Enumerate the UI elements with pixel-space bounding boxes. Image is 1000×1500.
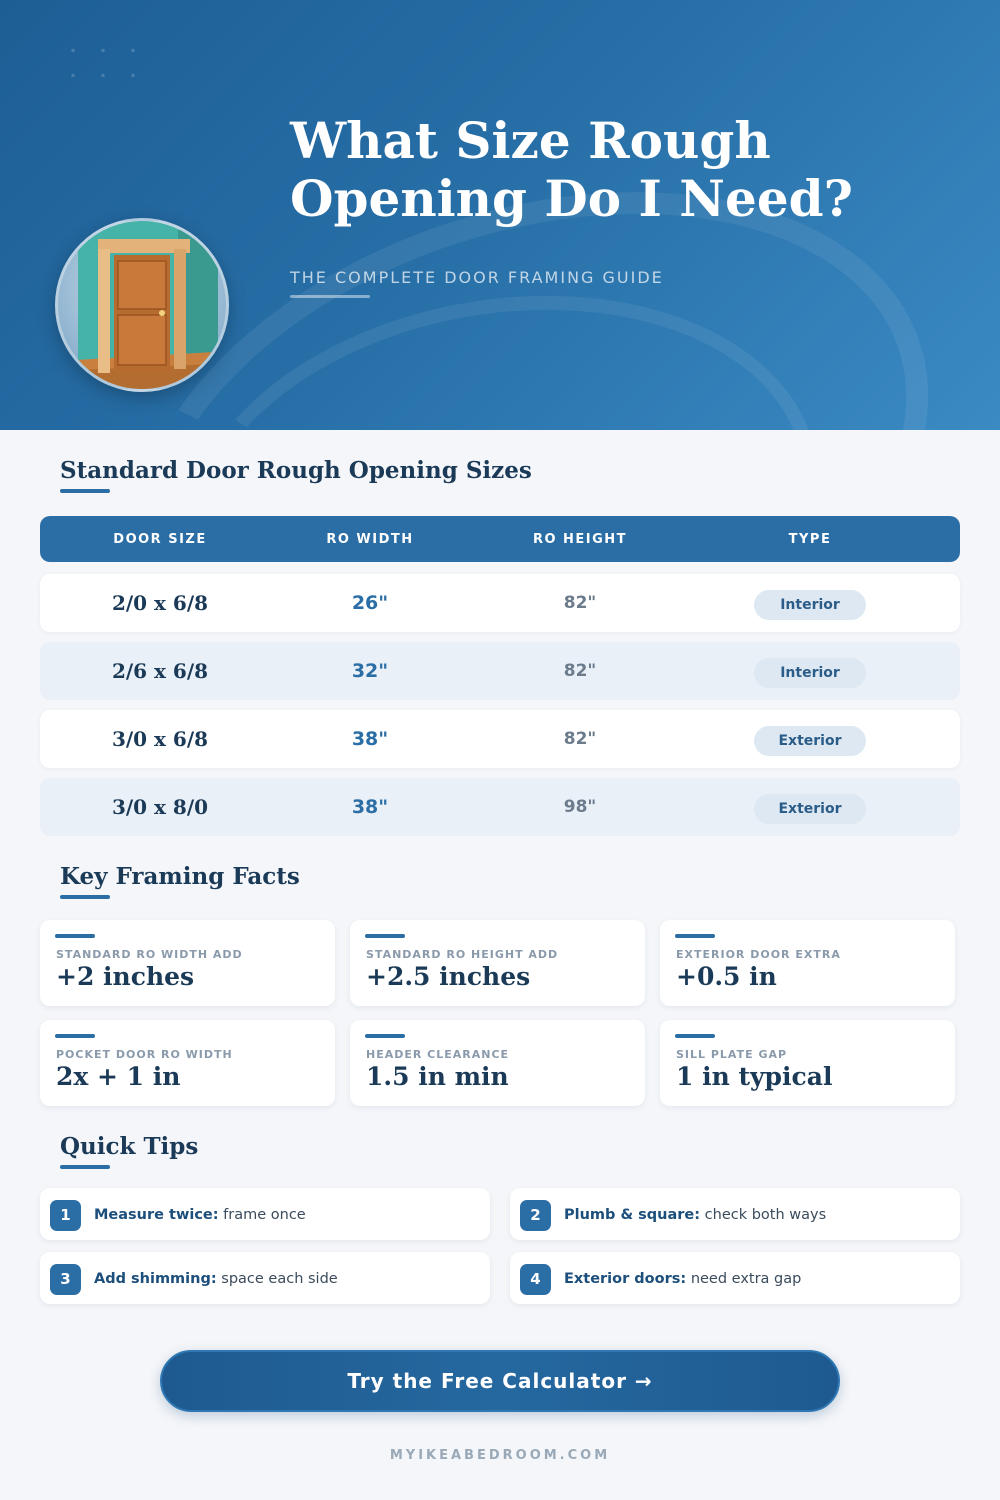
type-badge: Interior — [754, 658, 866, 688]
table-row — [40, 778, 960, 836]
subtitle-underline — [290, 295, 370, 298]
fact-label: EXTERIOR DOOR EXTRA — [676, 948, 841, 961]
tip-item — [510, 1188, 960, 1240]
tip-number-badge: 4 — [520, 1264, 551, 1295]
column-header-type: TYPE — [788, 532, 832, 547]
fact-label: POCKET DOOR RO WIDTH — [56, 1048, 233, 1061]
tip-number-badge: 3 — [50, 1264, 81, 1295]
tips-section-title: Quick Tips — [60, 1133, 199, 1160]
tip-item — [40, 1252, 490, 1304]
column-header-ro-width: RO WIDTH — [326, 532, 414, 547]
tip-text — [564, 1188, 826, 1240]
fact-label: HEADER CLEARANCE — [366, 1048, 510, 1061]
page-title-line-1: What Size Rough — [290, 111, 771, 170]
tip-text — [94, 1188, 306, 1240]
fact-label: STANDARD RO HEIGHT ADD — [366, 948, 559, 961]
page-title — [290, 112, 930, 228]
fact-label: STANDARD RO WIDTH ADD — [56, 948, 243, 961]
tip-number-badge: 2 — [520, 1200, 551, 1231]
tip-heading: Exterior doors: — [564, 1271, 687, 1287]
door-illustration-icon — [55, 218, 229, 392]
ro-width-cell: 38" — [351, 728, 389, 750]
column-header-door-size: DOOR SIZE — [113, 532, 207, 547]
hero-banner — [0, 0, 1000, 430]
type-badge: Exterior — [754, 794, 866, 824]
site-footer: MYIKEABEDROOM.COM — [389, 1448, 611, 1463]
fact-card — [40, 1020, 335, 1106]
door-size-cell: 3/0 x 8/0 — [111, 795, 209, 819]
tip-detail: check both ways — [704, 1207, 827, 1223]
card-accent — [55, 934, 95, 938]
section-underline — [60, 489, 110, 493]
ro-height-cell: 82" — [563, 661, 597, 681]
fact-card — [350, 1020, 645, 1106]
tip-heading: Measure twice: — [94, 1207, 219, 1223]
card-accent — [675, 934, 715, 938]
fact-card — [350, 920, 645, 1006]
tip-item — [510, 1252, 960, 1304]
fact-value: +2.5 inches — [366, 962, 531, 991]
card-accent — [365, 1034, 405, 1038]
type-badge: Interior — [754, 590, 866, 620]
tip-detail: need extra gap — [690, 1271, 802, 1287]
tip-heading: Plumb & square: — [564, 1207, 701, 1223]
table-row — [40, 574, 960, 632]
table-row — [40, 642, 960, 700]
fact-card — [660, 920, 955, 1006]
page-title-line-2: Opening Do I Need? — [290, 169, 853, 228]
ro-height-cell: 98" — [563, 797, 597, 817]
fact-value: 1 in typical — [676, 1062, 833, 1091]
type-badge: Exterior — [754, 726, 866, 756]
ro-width-cell: 32" — [351, 660, 389, 682]
page-subtitle: THE COMPLETE DOOR FRAMING GUIDE — [290, 268, 664, 287]
fact-value: 1.5 in min — [366, 1062, 509, 1091]
tip-text — [564, 1252, 801, 1304]
tip-detail: frame once — [223, 1207, 306, 1223]
tip-number-badge: 1 — [50, 1200, 81, 1231]
card-accent — [55, 1034, 95, 1038]
door-size-cell: 2/6 x 6/8 — [111, 659, 209, 683]
section-underline — [60, 895, 110, 899]
fact-card — [660, 1020, 955, 1106]
door-size-cell: 3/0 x 6/8 — [111, 727, 209, 751]
fact-value: +0.5 in — [676, 962, 777, 991]
tip-heading: Add shimming: — [94, 1271, 217, 1287]
tip-item — [40, 1188, 490, 1240]
free-calculator-button[interactable]: Try the Free Calculator → — [160, 1350, 840, 1412]
facts-section-title: Key Framing Facts — [60, 863, 300, 890]
card-accent — [675, 1034, 715, 1038]
column-header-ro-height: RO HEIGHT — [532, 532, 628, 547]
decorative-dots — [58, 38, 158, 98]
table-header — [40, 516, 960, 562]
tip-detail: space each side — [221, 1271, 338, 1287]
ro-width-cell: 26" — [351, 592, 389, 614]
ro-height-cell: 82" — [563, 593, 597, 613]
ro-width-cell: 38" — [351, 796, 389, 818]
card-accent — [365, 934, 405, 938]
section-underline — [60, 1165, 110, 1169]
table-row — [40, 710, 960, 768]
door-size-cell: 2/0 x 6/8 — [111, 591, 209, 615]
fact-label: SILL PLATE GAP — [676, 1048, 788, 1061]
fact-value: 2x + 1 in — [56, 1062, 181, 1091]
table-section-title: Standard Door Rough Opening Sizes — [60, 457, 532, 484]
fact-card — [40, 920, 335, 1006]
tip-text — [94, 1252, 338, 1304]
ro-height-cell: 82" — [563, 729, 597, 749]
fact-value: +2 inches — [56, 962, 195, 991]
